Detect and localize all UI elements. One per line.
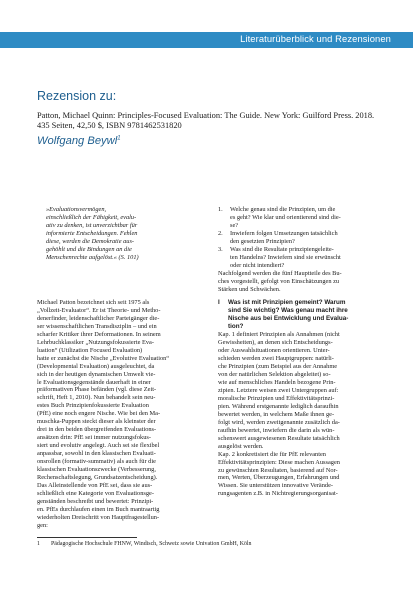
body-line: schrift, Heft 1, 2010). Nun behandelt sein neu- xyxy=(37,394,156,402)
body-line: sich in der heutigen dynamischen Umwelt vie- xyxy=(37,370,156,378)
question-number: 2. xyxy=(218,229,223,237)
quote-line: informierte Entscheidungen. Fehlen xyxy=(46,229,138,237)
body-line: estes Buch Prinzipienfokussierte Evaluation xyxy=(37,402,149,410)
body-line: luation“ (Utilization Focused Evaluation) xyxy=(37,346,143,354)
body-line: pien. Während erstgenannte lediglich daraufhin xyxy=(218,402,339,410)
question-item xyxy=(218,246,388,270)
body-line: men, Werten, Überzeugungen, Erfahrungen und xyxy=(218,474,340,482)
body-line: anpassbar, sowohl in den klassischen Evaluati- xyxy=(37,450,156,458)
question-text xyxy=(230,230,388,246)
section-heading-1 xyxy=(218,299,388,331)
quote-line: »Evaluationsvermögen, xyxy=(46,206,107,213)
question-line: den gesetzten Prinzipien? xyxy=(230,237,295,245)
body-line: ser wissenschaftlichen Transdisziplin – und ein xyxy=(37,322,157,330)
body-line: siert und evolutiv angelegt. Auch sei sie flexibel xyxy=(37,442,160,450)
body-line: ches vorgestellt, gefolgt von Einschätzungen zu xyxy=(218,277,340,285)
body-line: ausgelöst werden. xyxy=(218,442,264,450)
body-line: hatte er zunächst die Nische „Evolutive Evaluation“ xyxy=(37,354,170,362)
body-line: zu gewünschten Resultaten, basierend auf Nor- xyxy=(218,466,338,474)
footnote xyxy=(37,541,252,548)
body-line: oder Auswahlsituationen orientieren. Unter- xyxy=(218,347,330,355)
body-line: onsrollen (formativ-summativ) als auch für die xyxy=(37,458,156,466)
section-number: I xyxy=(218,299,220,307)
body-line: bewertet werden, in welchem Maße ihnen ge- xyxy=(218,410,335,418)
body-line: gen: xyxy=(37,521,48,529)
body-line: en. PfEs durchlaufen einen im Buch mantraartig xyxy=(37,505,160,513)
section-heading-line xyxy=(218,315,388,323)
body-line: che Prinzipien (zum Beispiel aus der Annahme xyxy=(218,363,338,371)
body-line: schenswert ausgewiesenen Resultate tatsächlich xyxy=(218,434,340,442)
body-line: scharfer Kritiker ihrer Deformationen. In seinem xyxy=(37,330,161,338)
body-line: Michael Patton bezeichnet sich seit 1975 als xyxy=(37,299,150,306)
body-line: Stärken und Schwächen. xyxy=(218,285,281,293)
body-line: von der natürlichen Selektion abgeleitet) so- xyxy=(218,371,331,379)
body-line: Gewissheiten), an denen sich Entscheidungs- xyxy=(218,339,333,347)
body-line: Kap. 1 definiert Prinzipien als Annahmen (nicht xyxy=(218,331,340,339)
section-header-bar xyxy=(0,32,413,48)
body-line: moralische Prinzipien und Effektivitätsprinzi- xyxy=(218,394,335,402)
section-1-body xyxy=(218,331,388,498)
body-line: rungsagenten z.B. in Nichtregierungsorganisat- xyxy=(218,490,338,498)
section-heading-line xyxy=(218,299,388,307)
body-line: folgt wird, werden zweitgenannte zusätzlich da- xyxy=(218,418,340,426)
question-text xyxy=(230,206,388,230)
question-line: es geht? Wie klar und orientierend sind die- xyxy=(230,213,341,221)
question-number: 3. xyxy=(218,245,223,253)
body-line: (Developmental Evaluation) ausgeleuchtet, da xyxy=(37,362,155,370)
section-heading-text: tion? xyxy=(228,323,244,331)
question-line: ten Handelns? Inwiefern sind sie erwünscht xyxy=(230,253,341,261)
body-line: Kap. 2 konkretisiert die für PfE relevanten xyxy=(218,450,326,458)
footnote-text: Pädagogische Hochschule FHNW, Windisch, Schweiz sowie Univation GmbH, Köln xyxy=(51,541,252,547)
question-line: Was sind die Resultate prinzipiengeleite- xyxy=(230,245,334,253)
left-column-body xyxy=(37,299,209,530)
body-line: schieden werden zwei Hauptgruppen: natürli- xyxy=(218,355,334,363)
question-line: Inwiefern folgen Umsetzungen tatsächlich xyxy=(230,229,338,237)
body-line: wiederholten Dreischritt von Hauptfragestellun- xyxy=(37,513,160,521)
question-number: 1. xyxy=(218,206,223,213)
epigraph-quote xyxy=(46,206,206,262)
body-line: wie auf menschliches Handeln bezogene Prin- xyxy=(218,379,336,387)
body-line: klassischen Evaluationszwecke (Verbesserung, xyxy=(37,466,156,474)
body-line: Das Alleinstellende von PfE sei, dass sie aus- xyxy=(37,481,153,489)
question-line: se? xyxy=(230,221,239,229)
body-line: schließlich eine Kategorie von Evaluationsge- xyxy=(37,489,154,497)
review-author xyxy=(37,135,121,147)
section-heading-text: Was ist mit Prinzipien gemeint? Warum xyxy=(228,299,346,307)
right-column xyxy=(218,206,388,498)
section-heading-line xyxy=(218,323,388,331)
body-line: präformativen Phase befänden (vgl. diese Zeit- xyxy=(37,386,157,394)
after-questions-text xyxy=(218,270,388,294)
body-line: (PfE) eine noch engere Nische. Wie bei den Ma- xyxy=(37,410,161,418)
section-header-title: Literaturüberblick und Rezensionen xyxy=(240,33,391,44)
body-line: drei in den beiden übergreifenden Evaluations- xyxy=(37,426,157,434)
quote-line: ativ zu denken, ist unverzichtbar für xyxy=(46,221,138,229)
quote-line: diese, werden die Demokratie aus- xyxy=(46,237,135,245)
question-item xyxy=(218,230,388,246)
body-line: denerfinder, leidenschaftlicher Parteigänger die- xyxy=(37,314,160,322)
quote-line: einschließlich der Fähigkeit, evalu- xyxy=(46,213,137,221)
body-line: genständen beschreibt und bewertet: Prinzipi- xyxy=(37,497,154,505)
body-line: le Evaluationsgegenstände dauerhaft in einer xyxy=(37,378,151,386)
question-line: oder nicht intendiert? xyxy=(230,261,285,269)
body-line: „Vollzeit-Evaluator“. Er ist Theorie- und Metho- xyxy=(37,306,161,314)
body-line: Lehrbuchklassiker „Nutzungsfokussierte Eva- xyxy=(37,338,154,346)
question-text xyxy=(230,246,388,270)
section-heading-line xyxy=(218,307,388,315)
body-line: Nachfolgend werden die fünf Hauptteile des Bu- xyxy=(218,269,342,277)
question-item xyxy=(218,206,388,230)
body-line: Rechenschaftslegung, Grundsatzentscheidung). xyxy=(37,473,158,481)
body-line: Effektivitätsprinzipien: Diese machen Aussagen xyxy=(218,458,340,466)
body-line: Wissen. Sie unterstützen innovative Verände- xyxy=(218,482,334,490)
body-line: zipien. Letztere weisen zwei Untergruppen auf: xyxy=(218,386,339,394)
body-line: ansätzen drin: PfE sei immer nutzungsfokus- xyxy=(37,434,151,442)
section-heading-text: Nische aus bei Entwicklung und Evalua- xyxy=(228,315,349,323)
body-line: raufhin bewertet, inwiefern die darin als wün- xyxy=(218,426,335,434)
section-heading-text: sind Sie wichtig? Was genau macht ihre xyxy=(228,307,348,315)
author-footnote-mark: 1 xyxy=(117,135,121,142)
question-line: Welche genau sind die Prinzipien, um die xyxy=(230,206,336,213)
footnote-rule xyxy=(37,537,137,538)
footnote-number: 1 xyxy=(37,541,40,547)
author-name: Wolfgang Beywl xyxy=(37,135,118,147)
quote-line: gehöhlt und die Bindungen an die xyxy=(46,245,132,253)
quote-line: Menschenrechte aufgelöst.« (S. 101) xyxy=(46,253,139,261)
body-line: muschka-Puppen steckt dieser als kleinster der xyxy=(37,418,156,426)
book-citation: Patton, Michael Quinn: Principles-Focused Evaluation: The Guide. New York: Guilford Press. 2018. 435 Seiten, 42,50 $, ISBN 9781462531820 xyxy=(37,111,375,131)
review-heading: Rezension zu: xyxy=(37,89,117,103)
